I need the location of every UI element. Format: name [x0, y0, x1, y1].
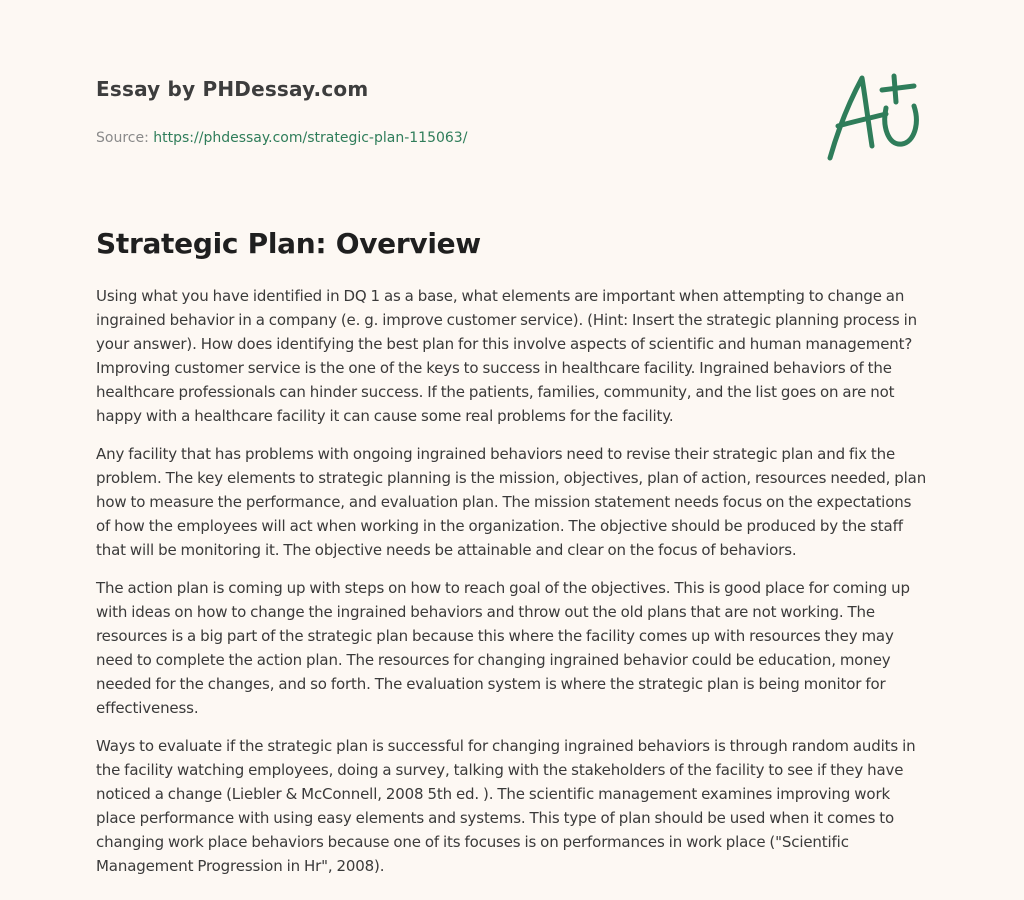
site-brand: Essay by PHDessay.com	[96, 77, 369, 101]
source-label: Source:	[96, 130, 154, 146]
essay-title: Strategic Plan: Overview	[96, 227, 481, 260]
paragraph: Any facility that has problems with ongoing ingrained behaviors need to revise their strategic plan and fix the problem. The key elements to strategic planning is the mission, objectives, plan of action, resources needed, plan how to measure the performance, and evaluation plan. The mission statement needs focus on the expectations of how the employees will act when working in the organization. The objective should be produced by the staff that will be monitoring it. The objective needs be attainable and clear on the focus of behaviors.	[96, 445, 927, 559]
page-header	[96, 74, 796, 148]
paragraph: Ways to evaluate if the strategic plan is successful for changing ingrained behaviors is through random audits in the facility watching employees, doing a survey, talking with the stakeholders of the facility to see if they have noticed a change (Liebler & McConnell, 2008 5th ed. ). The scientific management examines improving work place performance with using easy elements and systems. This type of plan should be used when it comes to changing work place behaviors because one of its focuses is on performances in work place ("Scientific Management Progression in Hr", 2008).	[96, 737, 916, 875]
source-link[interactable]: https://phdessay.com/strategic-plan-115063/	[153, 130, 468, 146]
source-line	[96, 128, 796, 148]
paragraph: Using what you have identified in DQ 1 as a base, what elements are important when attempting to change an ingrained behavior in a company (e. g. improve customer service). (Hint: Insert the strategic planning process in your answer). How does identifying the best plan for this involve aspects of scientific and human management? Improving customer service is the one of the keys to success in healthcare facility. Ingrained behaviors of the healthcare professionals can hinder success. If the patients, families, community, and the list goes on are not happy with a healthcare facility it can cause some real problems for the facility.	[96, 287, 917, 425]
paragraph: The action plan is coming up with steps on how to reach goal of the objectives. This is good place for coming up with ideas on how to change the ingrained behaviors and throw out the old plans that are not working. The resources is a big part of the strategic plan because this where the facility comes up with resources they may need to complete the action plan. The resources for changing ingrained behavior could be education, money needed for the changes, and so forth. The evaluation system is where the strategic plan is being monitor for effectiveness.	[96, 579, 910, 717]
essay-body	[96, 284, 928, 892]
a-plus-icon	[822, 68, 926, 164]
